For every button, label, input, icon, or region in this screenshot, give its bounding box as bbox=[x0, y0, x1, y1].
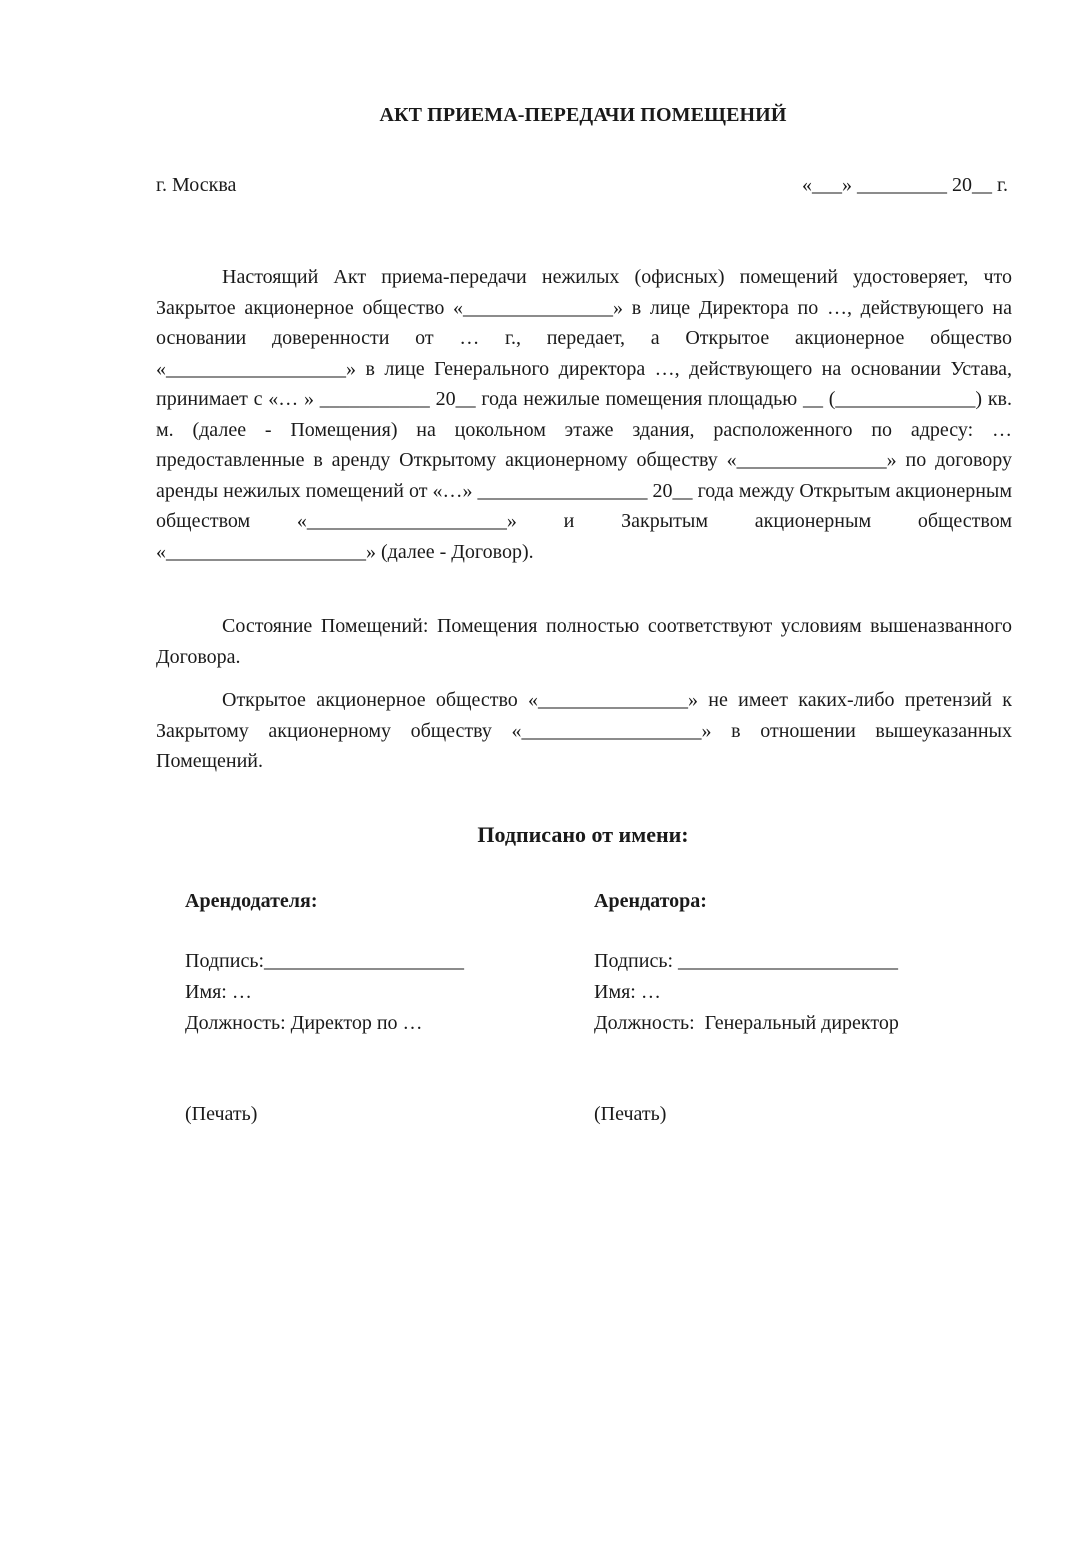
tenant-signature-block bbox=[594, 886, 899, 1130]
place-date-row bbox=[156, 174, 1008, 197]
landlord-position: Должность: Директор по … bbox=[185, 1012, 423, 1034]
tenant-signature-line: Подпись: ______________________ bbox=[594, 950, 899, 972]
paragraph-claims bbox=[156, 685, 1012, 777]
landlord-label: Арендодателя: bbox=[185, 890, 318, 912]
tenant-stamp: (Печать) bbox=[594, 1103, 667, 1125]
tenant-position: Должность: Генеральный директор bbox=[594, 1012, 899, 1034]
landlord-signature-line: Подпись:____________________ bbox=[185, 950, 465, 972]
paragraph-text: Состояние Помещений: Помещения полностью соответствуют условиям вышеназванного Договора. bbox=[156, 615, 1012, 668]
document-title: АКТ ПРИЕМА-ПЕРЕДАЧИ ПОМЕЩЕНИЙ bbox=[379, 104, 787, 126]
paragraph-transfer bbox=[156, 262, 1012, 567]
document-date: «___» _________ 20__ г. bbox=[802, 174, 1008, 196]
landlord-signature-block bbox=[185, 886, 464, 1130]
paragraph-condition bbox=[156, 611, 1012, 672]
signed-heading: Подписано от имени: bbox=[477, 822, 689, 847]
paragraph-text: Открытое акционерное общество «_______________» не имеет каких-либо претензий к Закрытому акционерному обществу «__________________» в отношении вышеуказанных Помещений. bbox=[156, 689, 1012, 772]
paragraph-text: Настоящий Акт приема-передачи нежилых (офисных) помещений удостоверяет, что Закрытое акционерное общество «_______________» в лице Директора по …, действующего на основании доверенности от … г., передает, а Открытое акционерное общество «__________________» в лице Генерального директора …, действующего на основании Устава, принимает с «… » ___________ 20__ года нежилые помещения площадью __ (______________) кв. м. (далее - Помещения) на цокольном этаже здания, расположенного по адресу: … предоставленные в аренду Открытому акционерному обществу «_______________» по договору аренды нежилых помещений от «…» _________________ 20__ года между Открытым акционерным обществом «____________________» и Закрытым акционерным обществом «____________________» (далее - Договор). bbox=[156, 266, 1012, 563]
city: г. Москва bbox=[156, 174, 237, 196]
tenant-label: Арендатора: bbox=[594, 890, 707, 912]
landlord-stamp: (Печать) bbox=[185, 1103, 258, 1125]
tenant-name: Имя: … bbox=[594, 981, 661, 1003]
landlord-name: Имя: … bbox=[185, 981, 252, 1003]
